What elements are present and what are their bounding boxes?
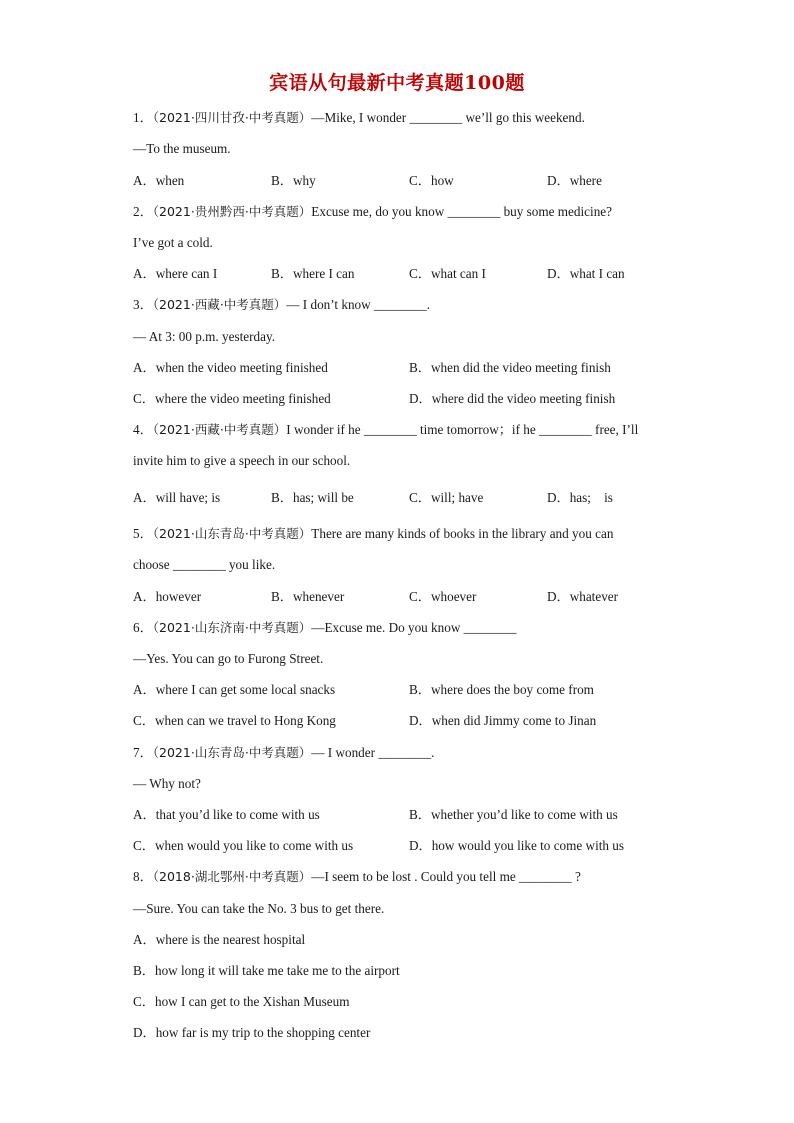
question-7-option-d[interactable]: D．how would you like to come with us [409, 838, 625, 853]
question-1-stem [133, 110, 585, 126]
question-4-option-c[interactable]: C．will; have [409, 490, 484, 505]
question-5-option-b[interactable]: B．whenever [271, 589, 345, 604]
question-1-option-d[interactable]: D．where [547, 173, 602, 188]
question-2-option-a[interactable]: A．where can I [133, 266, 218, 281]
question-4-option-b[interactable]: B．has; will be [271, 490, 354, 505]
question-7-option-b[interactable]: B．whether you’d like to come with us [409, 807, 618, 822]
question-6-stem [133, 620, 516, 636]
question-2-stem [133, 204, 612, 220]
question-7-option-a[interactable]: A．that you’d like to come with us [133, 807, 320, 822]
question-5-continued: choose ________ you like. [133, 557, 276, 572]
question-8-option-a[interactable]: A．where is the nearest hospital [133, 932, 306, 947]
question-3-stem [133, 297, 430, 313]
question-source: （2018·湖北鄂州·中考真题） [152, 869, 312, 884]
question-text: I wonder if he ________ time tomorrow；if he ________ free, I’ll [286, 422, 639, 437]
question-text: —Mike, I wonder ________ we’ll go this weekend. [311, 110, 585, 125]
question-5-stem [133, 526, 613, 542]
question-number: 4． [133, 422, 153, 437]
question-1-option-a[interactable]: A．when [133, 173, 185, 188]
question-7-answer-line: — Why not? [133, 776, 201, 791]
question-7-option-c[interactable]: C．when would you like to come with us [133, 838, 354, 853]
page-title: 宾语从句最新中考真题100题 [269, 72, 525, 94]
question-text: — I wonder ________. [311, 745, 435, 760]
question-source: （2021·西藏·中考真题） [152, 297, 287, 312]
question-8-answer-line: —Sure. You can take the No. 3 bus to get there. [133, 901, 385, 916]
question-3-option-a[interactable]: A．when the video meeting finished [133, 360, 328, 375]
question-number: 2． [133, 204, 153, 219]
question-3-answer-line: — At 3: 00 p.m. yesterday. [133, 329, 275, 344]
question-1-option-c[interactable]: C．how [409, 173, 454, 188]
question-5-option-d[interactable]: D．whatever [547, 589, 619, 604]
question-number: 5． [133, 526, 153, 541]
question-number: 1． [133, 110, 153, 125]
question-2-option-c[interactable]: C．what can I [409, 266, 486, 281]
question-4-stem [133, 422, 638, 438]
question-8-stem [133, 869, 581, 885]
question-number: 8． [133, 869, 153, 884]
question-3-option-c[interactable]: C．where the video meeting finished [133, 391, 331, 406]
question-8-option-d[interactable]: D．how far is my trip to the shopping center [133, 1025, 371, 1040]
question-7-stem [133, 745, 434, 761]
question-6-option-b[interactable]: B．where does the boy come from [409, 682, 594, 697]
question-1-option-b[interactable]: B．why [271, 173, 316, 188]
question-6-option-a[interactable]: A．where I can get some local snacks [133, 682, 336, 697]
question-number: 3． [133, 297, 153, 312]
question-source: （2021·山东青岛·中考真题） [152, 745, 312, 760]
question-5-option-c[interactable]: C．whoever [409, 589, 477, 604]
question-number: 7． [133, 745, 153, 760]
question-4-option-d[interactable]: D．has; is [547, 490, 613, 505]
question-source: （2021·贵州黔西·中考真题） [152, 204, 312, 219]
question-source: （2021·西藏·中考真题） [152, 422, 287, 437]
question-3-option-d[interactable]: D．where did the video meeting finish [409, 391, 616, 406]
question-2-option-d[interactable]: D．what I can [547, 266, 625, 281]
question-6-answer-line: —Yes. You can go to Furong Street. [133, 651, 324, 666]
question-5-option-a[interactable]: A．however [133, 589, 202, 604]
question-2-continued: I’ve got a cold. [133, 235, 213, 250]
question-number: 6． [133, 620, 153, 635]
question-8-option-c[interactable]: C．how I can get to the Xishan Museum [133, 994, 350, 1009]
question-6-option-c[interactable]: C．when can we travel to Hong Kong [133, 713, 336, 728]
question-text: —Excuse me. Do you know ________ [311, 620, 517, 635]
question-text: —I seem to be lost . Could you tell me ________ ? [311, 869, 581, 884]
question-1-answer-line: —To the museum. [133, 141, 231, 156]
question-4-continued: invite him to give a speech in our school. [133, 453, 351, 468]
question-source: （2021·四川甘孜·中考真题） [152, 110, 312, 125]
question-source: （2021·山东青岛·中考真题） [152, 526, 312, 541]
question-2-option-b[interactable]: B．where I can [271, 266, 355, 281]
question-3-option-b[interactable]: B．when did the video meeting finish [409, 360, 611, 375]
question-4-option-a[interactable]: A．will have; is [133, 490, 221, 505]
question-text: — I don’t know ________. [286, 297, 431, 312]
question-8-option-b[interactable]: B．how long it will take me take me to the airport [133, 963, 400, 978]
question-6-option-d[interactable]: D．when did Jimmy come to Jinan [409, 713, 597, 728]
question-text: There are many kinds of books in the library and you can [311, 526, 614, 541]
question-source: （2021·山东济南·中考真题） [152, 620, 312, 635]
question-text: Excuse me, do you know ________ buy some medicine? [311, 204, 612, 219]
